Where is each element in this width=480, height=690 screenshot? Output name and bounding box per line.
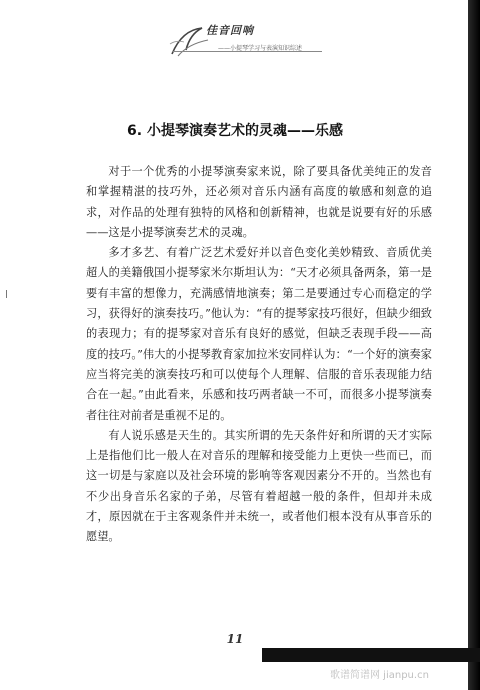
- page-number: 11: [226, 632, 244, 646]
- header-subtitle: ——小提琴学习与表演知识综述: [218, 45, 303, 52]
- page-bottom-shadow: [262, 648, 480, 662]
- margin-mark: [6, 290, 7, 298]
- section-title: 6. 小提琴演奏艺术的灵魂——乐感: [127, 123, 343, 139]
- paragraph-1: 对于一个优秀的小提琴演奏家来说，除了要具备优美纯正的发音和掌握精湛的技巧外，还必须对音乐内涵有高度的敏感和刻意的追求，对作品的处理有独特的风格和创新精神，也就是说要有好的乐感——这是小提琴演奏艺术的灵魂。: [86, 165, 432, 239]
- watermark: 歌谱简谱网 jianpu.cn: [330, 670, 429, 681]
- body-text: [86, 162, 432, 548]
- page-edge-shadow: [468, 0, 480, 690]
- paragraph-2: 多才多艺、有着广泛艺术爱好并以音色变化美妙精致、音质优美超人的美籍俄国小提琴家米尔斯坦认为：“天才必须具备两条，第一是要有丰富的想像力，充满感情地演奏；第二是要通过专心而稳定的学习，获得好的演奏技巧。”他认为：“有的提琴家技巧很好，但缺少细致的表现力；有的提琴家对音乐有良好的感觉，但缺乏表现手段——高度的技巧。”伟大的小提琴教育家加拉米安同样认为：“一个好的演奏家应当将完美的演奏技巧和可以使每个人理解、信服的音乐表现能力结合在一起。”由此看来，乐感和技巧两者缺一不可，而很多小提琴演奏者往往对前者是重视不足的。: [86, 246, 432, 422]
- paragraph-3: 有人说乐感是天生的。其实所谓的先天条件好和所谓的天才实际上是指他们比一般人在对音乐的理解和接受能力上更快一些而已，而这一切是与家庭以及社会环境的影响等客观因素分不开的。当然也有不少出身音乐名家的子弟，尽管有着超越一般的条件，但却并未成才，原因就在于主客观条件并未统一，或者他们根本没有从事音乐的愿望。: [86, 428, 432, 544]
- header-title: 佳音回响: [206, 24, 254, 37]
